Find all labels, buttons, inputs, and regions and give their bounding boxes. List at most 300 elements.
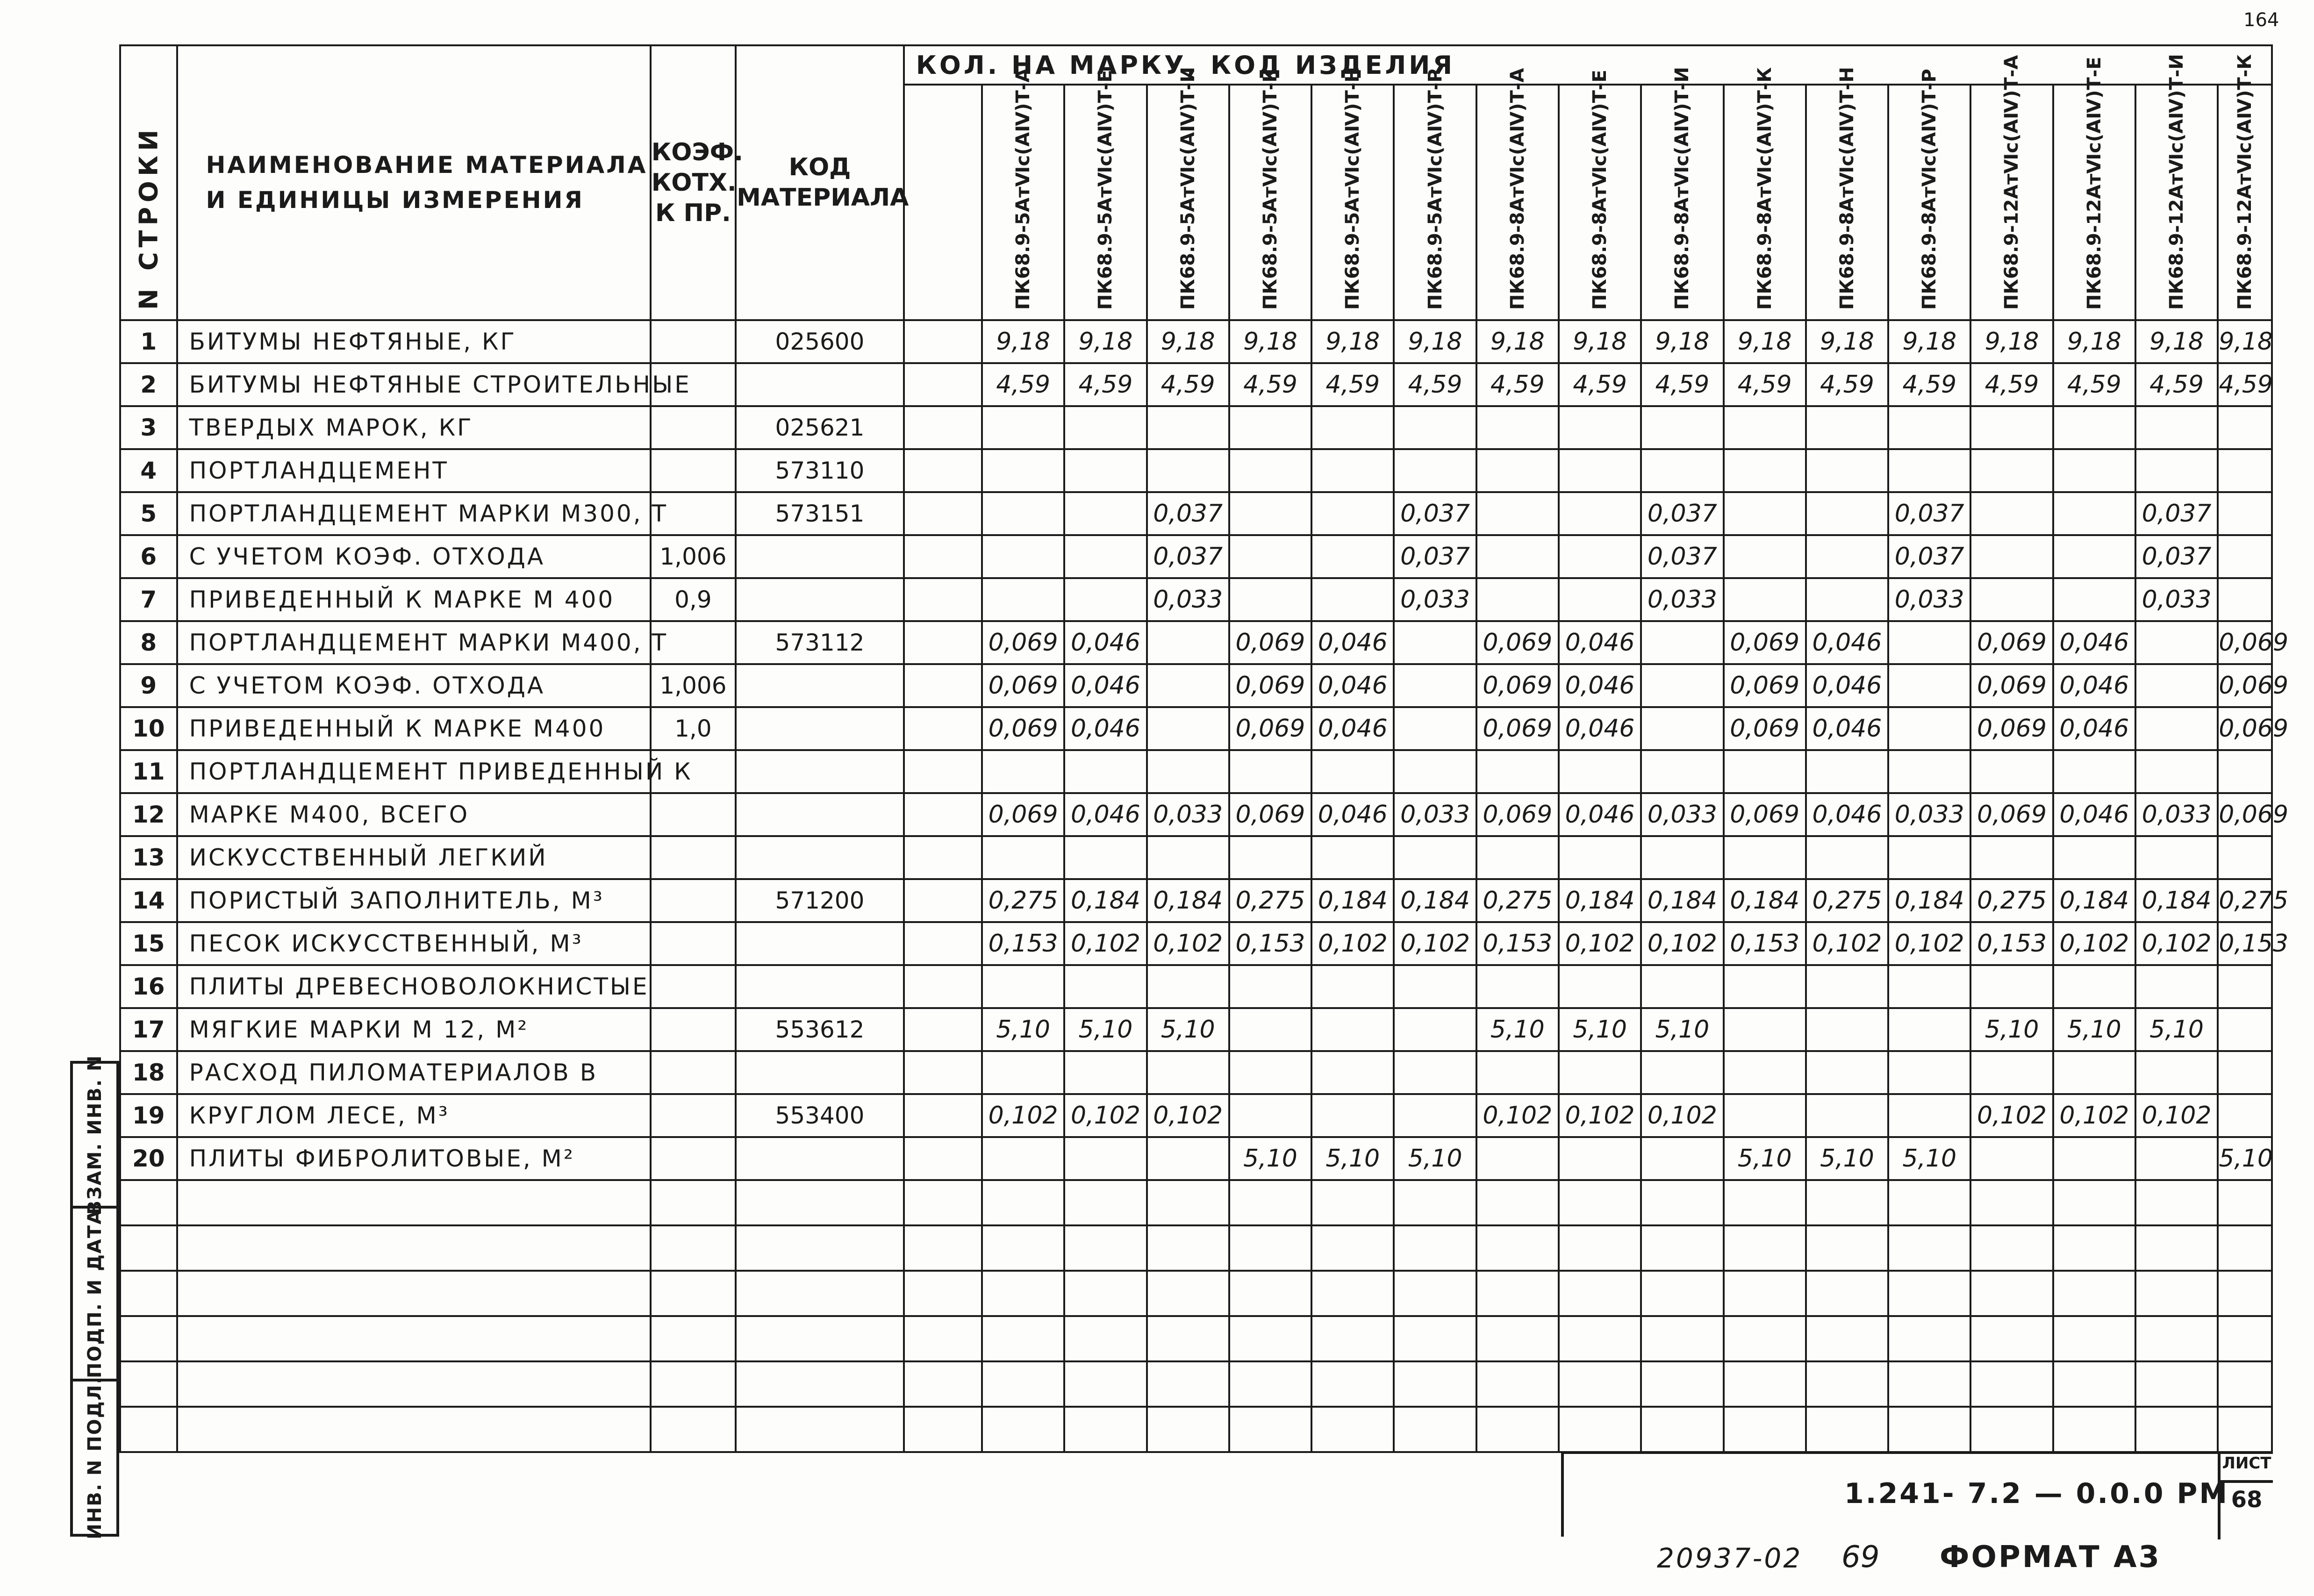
quantity-cell: [1147, 449, 1229, 492]
material-code-cell: [736, 836, 904, 879]
quantity-cell: 0,033: [1641, 793, 1723, 836]
empty-cell: [1559, 1361, 1641, 1407]
quantity-cell: [1806, 1008, 1888, 1051]
quantity-cell: 5,10: [1641, 1008, 1723, 1051]
quantity-cell: 0,037: [2135, 535, 2218, 578]
quantity-cell: [2135, 406, 2218, 449]
table-row: [120, 1137, 2272, 1180]
product-header-15: ПК68.9-12АтⅥс(АⅣ)Т-И: [2135, 85, 2218, 320]
quantity-cell: 0,102: [1888, 922, 1970, 965]
quantity-cell: 0,046: [1559, 707, 1641, 750]
quantity-cell: 9,18: [1394, 320, 1476, 363]
empty-cell: [1476, 1180, 1559, 1225]
quantity-cell: [1970, 750, 2053, 793]
quantity-cell: [982, 492, 1064, 535]
quantity-cell: [2218, 836, 2272, 879]
quantity-cell: [1311, 1051, 1394, 1094]
quantity-cell: 0,275: [1229, 879, 1311, 922]
blank-cell: [904, 1094, 982, 1137]
quantity-cell: [1970, 578, 2053, 621]
quantity-cell: 9,18: [1229, 320, 1311, 363]
quantity-cell: [1229, 965, 1311, 1008]
quantity-cell: [1476, 965, 1559, 1008]
quantity-cell: [1229, 1051, 1311, 1094]
quantity-cell: 9,18: [1888, 320, 1970, 363]
empty-row: [120, 1361, 2272, 1407]
quantity-cell: [1724, 836, 1806, 879]
quantity-cell: [2218, 578, 2272, 621]
coefficient-cell: [651, 449, 736, 492]
table-row: [120, 535, 2272, 578]
empty-row: [120, 1180, 2272, 1225]
quantity-cell: [1641, 1137, 1723, 1180]
quantity-cell: 4,59: [1970, 363, 2053, 406]
quantity-cell: [982, 965, 1064, 1008]
empty-cell: [736, 1271, 904, 1316]
quantity-cell: [1394, 406, 1476, 449]
quantity-cell: [2135, 707, 2218, 750]
blank-cell: [904, 664, 982, 707]
quantity-cell: 0,037: [2135, 492, 2218, 535]
empty-cell: [1229, 1225, 1311, 1271]
empty-cell: [1559, 1407, 1641, 1452]
material-name: ПОРТЛАНДЦЕМЕНТ МАРКИ М300, Т: [177, 492, 651, 535]
quantity-cell: [1311, 1094, 1394, 1137]
blank-cell: [904, 406, 982, 449]
quantity-cell: 0,275: [1806, 879, 1888, 922]
table-row: [120, 836, 2272, 879]
material-code-cell: [736, 363, 904, 406]
product-header-5: ПК68.9-5АтⅥс(АⅣ)Т-Н: [1311, 85, 1394, 320]
quantity-cell: [1394, 449, 1476, 492]
quantity-cell: 5,10: [1394, 1137, 1476, 1180]
title-block: [1561, 1451, 2273, 1537]
row-number: 14: [120, 879, 177, 922]
row-number: 6: [120, 535, 177, 578]
quantity-cell: 0,033: [1888, 578, 1970, 621]
quantity-cell: [1806, 578, 1888, 621]
coefficient-cell: 0,9: [651, 578, 736, 621]
empty-cell: [1724, 1316, 1806, 1361]
quantity-cell: [2053, 535, 2135, 578]
empty-cell: [1970, 1180, 2053, 1225]
blank-cell: [904, 320, 982, 363]
material-name: РАСХОД ПИЛОМАТЕРИАЛОВ В: [177, 1051, 651, 1094]
empty-cell: [2135, 1180, 2218, 1225]
quantity-cell: [1970, 1137, 2053, 1180]
quantity-cell: [1311, 1008, 1394, 1051]
empty-cell: [1311, 1316, 1394, 1361]
quantity-cell: [1311, 836, 1394, 879]
quantity-cell: [1476, 750, 1559, 793]
empty-row: [120, 1271, 2272, 1316]
coefficient-cell: 1,006: [651, 664, 736, 707]
header-material-name: НАИМЕНОВАНИЕ МАТЕРИАЛА И ЕДИНИЦЫ ИЗМЕРЕНИЯ: [177, 45, 651, 320]
quantity-cell: 0,037: [1641, 492, 1723, 535]
quantity-cell: [1559, 406, 1641, 449]
empty-row: [120, 1407, 2272, 1452]
material-code-cell: 553612: [736, 1008, 904, 1051]
quantity-cell: 5,10: [1970, 1008, 2053, 1051]
material-name: БИТУМЫ НЕФТЯНЫЕ СТРОИТЕЛЬНЫЕ: [177, 363, 651, 406]
quantity-cell: 5,10: [1476, 1008, 1559, 1051]
quantity-cell: [1806, 406, 1888, 449]
quantity-cell: [1229, 750, 1311, 793]
quantity-cell: [1147, 707, 1229, 750]
quantity-cell: [1147, 836, 1229, 879]
coefficient-cell: [651, 1137, 736, 1180]
quantity-cell: [1559, 535, 1641, 578]
quantity-cell: [1311, 578, 1394, 621]
quantity-cell: 0,153: [2218, 922, 2272, 965]
table-row: [120, 320, 2272, 363]
material-name: БИТУМЫ НЕФТЯНЫЕ, КГ: [177, 320, 651, 363]
quantity-cell: [1229, 836, 1311, 879]
quantity-cell: 0,069: [1724, 793, 1806, 836]
material-name: С УЧЕТОМ КОЭФ. ОТХОДА: [177, 535, 651, 578]
table-row: [120, 707, 2272, 750]
header-coefficient: КОЭФ. КОТХ. К ПР.: [651, 45, 736, 320]
empty-cell: [2135, 1225, 2218, 1271]
quantity-cell: 4,59: [1147, 363, 1229, 406]
quantity-cell: [1970, 406, 2053, 449]
empty-cell: [1147, 1361, 1229, 1407]
quantity-cell: [1064, 535, 1146, 578]
empty-cell: [1311, 1407, 1394, 1452]
quantity-cell: [2218, 492, 2272, 535]
material-name: ПЕСОК ИСКУССТВЕННЫЙ, М³: [177, 922, 651, 965]
quantity-cell: [1476, 1137, 1559, 1180]
empty-cell: [2218, 1271, 2272, 1316]
quantity-cell: 0,102: [2135, 922, 2218, 965]
quantity-cell: [1559, 492, 1641, 535]
empty-row: [120, 1225, 2272, 1271]
strip-cell-signature-date: [73, 1209, 116, 1381]
quantity-cell: [2218, 1094, 2272, 1137]
empty-cell: [120, 1361, 177, 1407]
material-code-cell: 553400: [736, 1094, 904, 1137]
quantity-cell: 9,18: [1724, 320, 1806, 363]
blank-cell: [904, 363, 982, 406]
quantity-cell: 4,59: [1806, 363, 1888, 406]
quantity-cell: 5,10: [1888, 1137, 1970, 1180]
quantity-cell: 0,046: [2053, 664, 2135, 707]
empty-cell: [736, 1361, 904, 1407]
material-code-cell: 571200: [736, 879, 904, 922]
quantity-cell: 5,10: [2135, 1008, 2218, 1051]
quantity-cell: [1970, 449, 2053, 492]
quantity-cell: [2053, 1051, 2135, 1094]
quantity-cell: 0,069: [2218, 664, 2272, 707]
quantity-cell: 0,037: [1641, 535, 1723, 578]
paper-format: ФОРМАТ А3: [1940, 1540, 2161, 1575]
quantity-cell: 0,102: [1559, 922, 1641, 965]
quantity-cell: 0,069: [1229, 793, 1311, 836]
quantity-cell: [2135, 965, 2218, 1008]
quantity-cell: [1147, 621, 1229, 664]
empty-cell: [1888, 1407, 1970, 1452]
quantity-cell: [1394, 664, 1476, 707]
quantity-cell: 0,069: [1970, 707, 2053, 750]
empty-cell: [2135, 1271, 2218, 1316]
material-name: ПЛИТЫ ДРЕВЕСНОВОЛОКНИСТЫЕ: [177, 965, 651, 1008]
coefficient-cell: [651, 1094, 736, 1137]
product-header-4: ПК68.9-5АтⅥс(АⅣ)Т-К: [1229, 85, 1311, 320]
empty-cell: [2135, 1407, 2218, 1452]
quantity-cell: 0,102: [1970, 1094, 2053, 1137]
empty-cell: [177, 1225, 651, 1271]
quantity-cell: 0,275: [1970, 879, 2053, 922]
quantity-cell: 0,046: [1311, 707, 1394, 750]
quantity-cell: [1970, 965, 2053, 1008]
table-row: [120, 664, 2272, 707]
quantity-cell: 0,069: [1724, 664, 1806, 707]
empty-cell: [904, 1225, 982, 1271]
quantity-cell: [1394, 621, 1476, 664]
quantity-cell: [1476, 492, 1559, 535]
empty-cell: [2053, 1407, 2135, 1452]
coefficient-cell: [651, 879, 736, 922]
quantity-cell: [1311, 449, 1394, 492]
quantity-cell: 4,59: [1476, 363, 1559, 406]
quantity-cell: 0,102: [1147, 922, 1229, 965]
quantity-cell: 0,069: [1229, 621, 1311, 664]
empty-cell: [651, 1225, 736, 1271]
quantity-cell: [1806, 836, 1888, 879]
quantity-cell: 0,153: [1229, 922, 1311, 965]
blank-cell: [904, 578, 982, 621]
quantity-cell: 9,18: [2218, 320, 2272, 363]
quantity-cell: 0,102: [1064, 1094, 1146, 1137]
blank-cell: [904, 1137, 982, 1180]
corner-page-mark: 164: [2243, 9, 2279, 31]
header-blank-column: [904, 85, 982, 320]
material-code-cell: [736, 664, 904, 707]
strip-label-original-inv: ИНВ. N ПОДЛ.: [84, 1376, 106, 1539]
row-number: 1: [120, 320, 177, 363]
quantity-cell: 0,046: [1559, 621, 1641, 664]
empty-cell: [1064, 1361, 1146, 1407]
empty-cell: [177, 1361, 651, 1407]
quantity-cell: [1311, 492, 1394, 535]
quantity-cell: [1724, 1008, 1806, 1051]
quantity-cell: [1476, 535, 1559, 578]
material-name: ТВЕРДЫХ МАРОК, КГ: [177, 406, 651, 449]
quantity-cell: 0,102: [2053, 1094, 2135, 1137]
empty-cell: [1888, 1271, 1970, 1316]
quantity-cell: [2218, 1008, 2272, 1051]
quantity-cell: 0,033: [2135, 793, 2218, 836]
table-row: [120, 965, 2272, 1008]
quantity-cell: 0,102: [982, 1094, 1064, 1137]
empty-cell: [1641, 1225, 1723, 1271]
empty-cell: [651, 1316, 736, 1361]
material-name: ПОРТЛАНДЦЕМЕНТ МАРКИ М400, Т: [177, 621, 651, 664]
empty-cell: [2053, 1225, 2135, 1271]
empty-cell: [120, 1180, 177, 1225]
table-row: [120, 1008, 2272, 1051]
material-code-cell: [736, 707, 904, 750]
row-number: 10: [120, 707, 177, 750]
quantity-cell: [1394, 750, 1476, 793]
quantity-cell: 0,069: [1476, 707, 1559, 750]
quantity-cell: [1476, 1051, 1559, 1094]
row-number: 9: [120, 664, 177, 707]
quantity-cell: [1559, 1051, 1641, 1094]
quantity-cell: 5,10: [1229, 1137, 1311, 1180]
quantity-cell: [1147, 750, 1229, 793]
product-header-10: ПК68.9-8АтⅥс(АⅣ)Т-К: [1724, 85, 1806, 320]
quantity-cell: 4,59: [1064, 363, 1146, 406]
quantity-cell: 0,102: [2135, 1094, 2218, 1137]
quantity-cell: [1147, 664, 1229, 707]
table-row: [120, 750, 2272, 793]
quantity-cell: [1724, 1051, 1806, 1094]
row-number: 19: [120, 1094, 177, 1137]
product-header-1: ПК68.9-5АтⅥс(АⅣ)Т-А: [982, 85, 1064, 320]
row-number: 7: [120, 578, 177, 621]
quantity-cell: 4,59: [1641, 363, 1723, 406]
quantity-cell: 0,069: [2218, 621, 2272, 664]
quantity-cell: 5,10: [1064, 1008, 1146, 1051]
quantity-cell: 9,18: [982, 320, 1064, 363]
row-number: 17: [120, 1008, 177, 1051]
empty-cell: [2135, 1316, 2218, 1361]
product-header-7: ПК68.9-8АтⅥс(АⅣ)Т-А: [1476, 85, 1559, 320]
quantity-cell: 0,046: [1806, 707, 1888, 750]
empty-cell: [120, 1225, 177, 1271]
quantity-cell: [1806, 449, 1888, 492]
quantity-cell: 5,10: [1724, 1137, 1806, 1180]
row-number: 4: [120, 449, 177, 492]
quantity-cell: [2053, 965, 2135, 1008]
binding-strip: [70, 1054, 119, 1539]
coefficient-cell: 1,0: [651, 707, 736, 750]
product-header-3: ПК68.9-5АтⅥс(АⅣ)Т-И: [1147, 85, 1229, 320]
quantity-cell: 0,069: [1724, 621, 1806, 664]
quantity-cell: 0,153: [1476, 922, 1559, 965]
empty-cell: [651, 1180, 736, 1225]
material-code-cell: [736, 535, 904, 578]
product-header-13: ПК68.9-12АтⅥс(АⅣ)Т-А: [1970, 85, 2053, 320]
quantity-cell: 0,184: [2053, 879, 2135, 922]
quantity-cell: [1806, 1094, 1888, 1137]
empty-cell: [982, 1361, 1064, 1407]
empty-cell: [1806, 1180, 1888, 1225]
quantity-cell: [1311, 750, 1394, 793]
row-number: 5: [120, 492, 177, 535]
empty-cell: [982, 1180, 1064, 1225]
quantity-cell: [1476, 406, 1559, 449]
coefficient-cell: [651, 965, 736, 1008]
empty-cell: [1970, 1225, 2053, 1271]
material-code-cell: [736, 965, 904, 1008]
empty-cell: [2218, 1316, 2272, 1361]
quantity-cell: 0,069: [1970, 793, 2053, 836]
empty-cell: [120, 1271, 177, 1316]
empty-cell: [2218, 1180, 2272, 1225]
empty-cell: [1559, 1180, 1641, 1225]
empty-cell: [2218, 1361, 2272, 1407]
quantity-cell: [1888, 621, 1970, 664]
quantity-cell: [1806, 1051, 1888, 1094]
coefficient-cell: [651, 1051, 736, 1094]
product-header-16: ПК68.9-12АтⅥс(АⅣ)Т-К: [2218, 85, 2272, 320]
quantity-cell: 0,069: [982, 621, 1064, 664]
material-code-cell: [736, 578, 904, 621]
quantity-cell: 0,153: [1724, 922, 1806, 965]
quantity-cell: [1641, 707, 1723, 750]
quantity-cell: [1806, 492, 1888, 535]
empty-cell: [1476, 1361, 1559, 1407]
quantity-cell: 0,046: [1559, 793, 1641, 836]
quantity-cell: [1229, 1008, 1311, 1051]
quantity-cell: [1559, 449, 1641, 492]
material-code-cell: 025600: [736, 320, 904, 363]
quantity-cell: [2053, 836, 2135, 879]
coefficient-cell: [651, 320, 736, 363]
quantity-cell: 5,10: [1559, 1008, 1641, 1051]
material-name: ПРИВЕДЕННЫЙ К МАРКЕ М400: [177, 707, 651, 750]
quantity-cell: 0,037: [1394, 535, 1476, 578]
quantity-cell: [1888, 707, 1970, 750]
quantity-cell: 0,046: [1064, 664, 1146, 707]
quantity-cell: 0,275: [2218, 879, 2272, 922]
quantity-cell: 9,18: [2135, 320, 2218, 363]
quantity-cell: [1888, 965, 1970, 1008]
empty-cell: [2053, 1271, 2135, 1316]
quantity-cell: [1064, 1051, 1146, 1094]
quantity-cell: 0,046: [1559, 664, 1641, 707]
table-row: [120, 449, 2272, 492]
quantity-cell: [1888, 1094, 1970, 1137]
quantity-cell: 0,037: [1394, 492, 1476, 535]
quantity-cell: 0,102: [1311, 922, 1394, 965]
empty-cell: [1229, 1271, 1311, 1316]
empty-cell: [1724, 1180, 1806, 1225]
table-row: [120, 1051, 2272, 1094]
quantity-cell: 0,046: [1806, 664, 1888, 707]
header-row-number: N СТРОКИ: [120, 45, 177, 320]
quantity-cell: 0,069: [1229, 707, 1311, 750]
empty-cell: [120, 1316, 177, 1361]
quantity-cell: [1311, 965, 1394, 1008]
quantity-cell: [1476, 836, 1559, 879]
quantity-cell: [1970, 1051, 2053, 1094]
quantity-cell: [1724, 535, 1806, 578]
quantity-cell: [1559, 578, 1641, 621]
empty-cell: [1311, 1361, 1394, 1407]
quantity-cell: 0,033: [2135, 578, 2218, 621]
empty-cell: [1394, 1316, 1476, 1361]
quantity-cell: [1394, 965, 1476, 1008]
quantity-cell: [1641, 664, 1723, 707]
empty-cell: [1724, 1271, 1806, 1316]
empty-cell: [736, 1225, 904, 1271]
quantity-cell: [2135, 1137, 2218, 1180]
material-name: С УЧЕТОМ КОЭФ. ОТХОДА: [177, 664, 651, 707]
blank-cell: [904, 836, 982, 879]
quantity-cell: 0,069: [1476, 793, 1559, 836]
quantity-cell: [1064, 449, 1146, 492]
quantity-cell: [982, 535, 1064, 578]
empty-cell: [1641, 1316, 1723, 1361]
quantity-cell: 0,184: [2135, 879, 2218, 922]
quantity-cell: [1641, 406, 1723, 449]
quantity-cell: [1229, 492, 1311, 535]
quantity-cell: 0,046: [1064, 793, 1146, 836]
empty-cell: [1147, 1180, 1229, 1225]
